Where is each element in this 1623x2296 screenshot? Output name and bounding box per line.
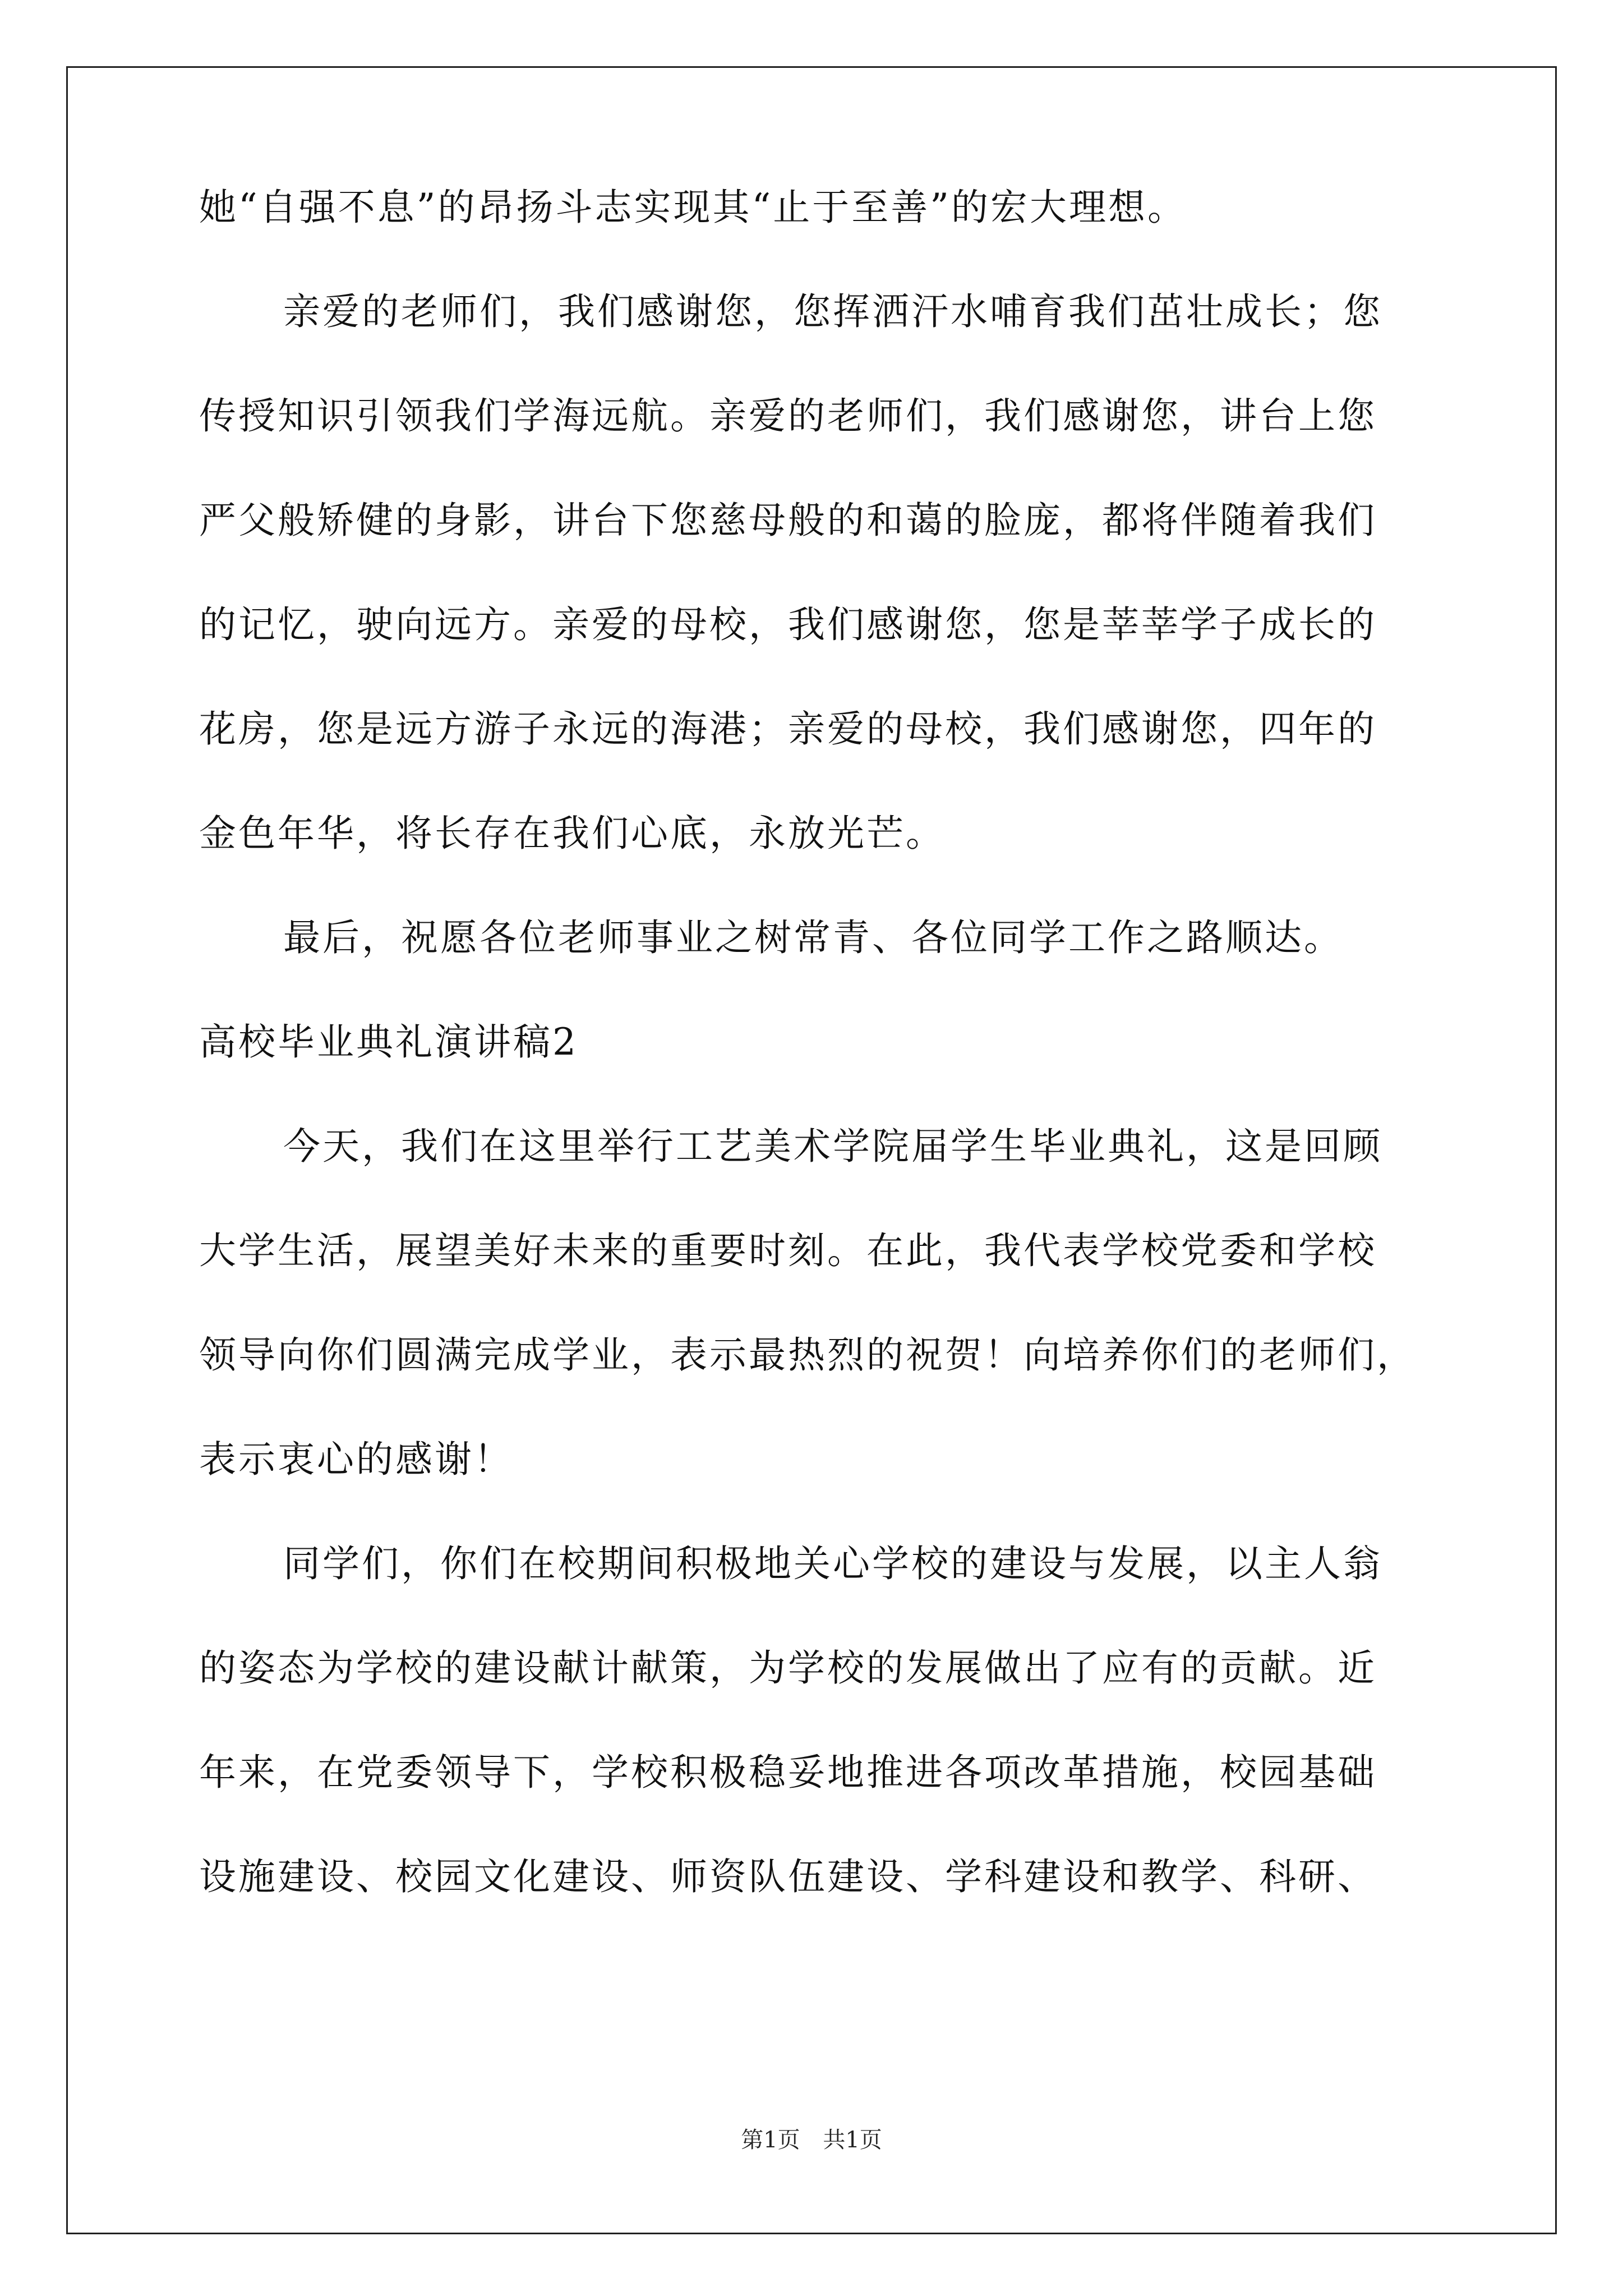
text-line: 金色年华，将长存在我们心底，永放光芒。 [199, 812, 945, 855]
text-line: 的姿态为学校的建设献计献策，为学校的发展做出了应有的贡献。近 [199, 1646, 1377, 1690]
text-line: 花房，您是远方游子永远的海港；亲爱的母校，我们感谢您，四年的 [199, 707, 1377, 751]
text-line: 的记忆，驶向远方。亲爱的母校，我们感谢您，您是莘莘学子成长的 [199, 603, 1377, 646]
text-line: 传授知识引领我们学海远航。亲爱的老师们，我们感谢您，讲台上您 [199, 394, 1377, 438]
text-line: 年来，在党委领导下，学校积极稳妥地推进各项改革措施，校园基础 [199, 1751, 1377, 1794]
paragraph-start-line: 亲爱的老师们，我们感谢您，您挥洒汗水哺育我们茁壮成长；您 [283, 290, 1382, 333]
page-footer [0, 2126, 1623, 2154]
text-line: 大学生活，展望美好未来的重要时刻。在此，我代表学校党委和学校 [199, 1229, 1377, 1272]
paragraph-start-line: 同学们，你们在校期间积极地关心学校的建设与发展，以主人翁 [283, 1542, 1382, 1585]
paragraph-start-line: 最后，祝愿各位老师事业之树常青、各位同学工作之路顺达。 [283, 916, 1343, 959]
text-line: 表示衷心的感谢！ [199, 1438, 513, 1481]
section-heading: 高校毕业典礼演讲稿2 [199, 1020, 578, 1064]
text-line: 严父般矫健的身影，讲台下您慈母般的和蔼的脸庞，都将伴随着我们 [199, 499, 1377, 542]
page-number-total: 共1页 [823, 2127, 882, 2153]
text-line: 领导向你们圆满完成学业，表示最热烈的祝贺！向培养你们的老师们， [199, 1333, 1416, 1377]
text-line: 她“自强不息”的昂扬斗志实现其“止于至善”的宏大理想。 [199, 186, 1187, 229]
text-line: 设施建设、校园文化建设、师资队伍建设、学科建设和教学、科研、 [199, 1855, 1377, 1898]
paragraph-start-line: 今天，我们在这里举行工艺美术学院届学生毕业典礼，这是回顾 [283, 1125, 1382, 1168]
page-number-current: 第1页 [741, 2127, 800, 2153]
